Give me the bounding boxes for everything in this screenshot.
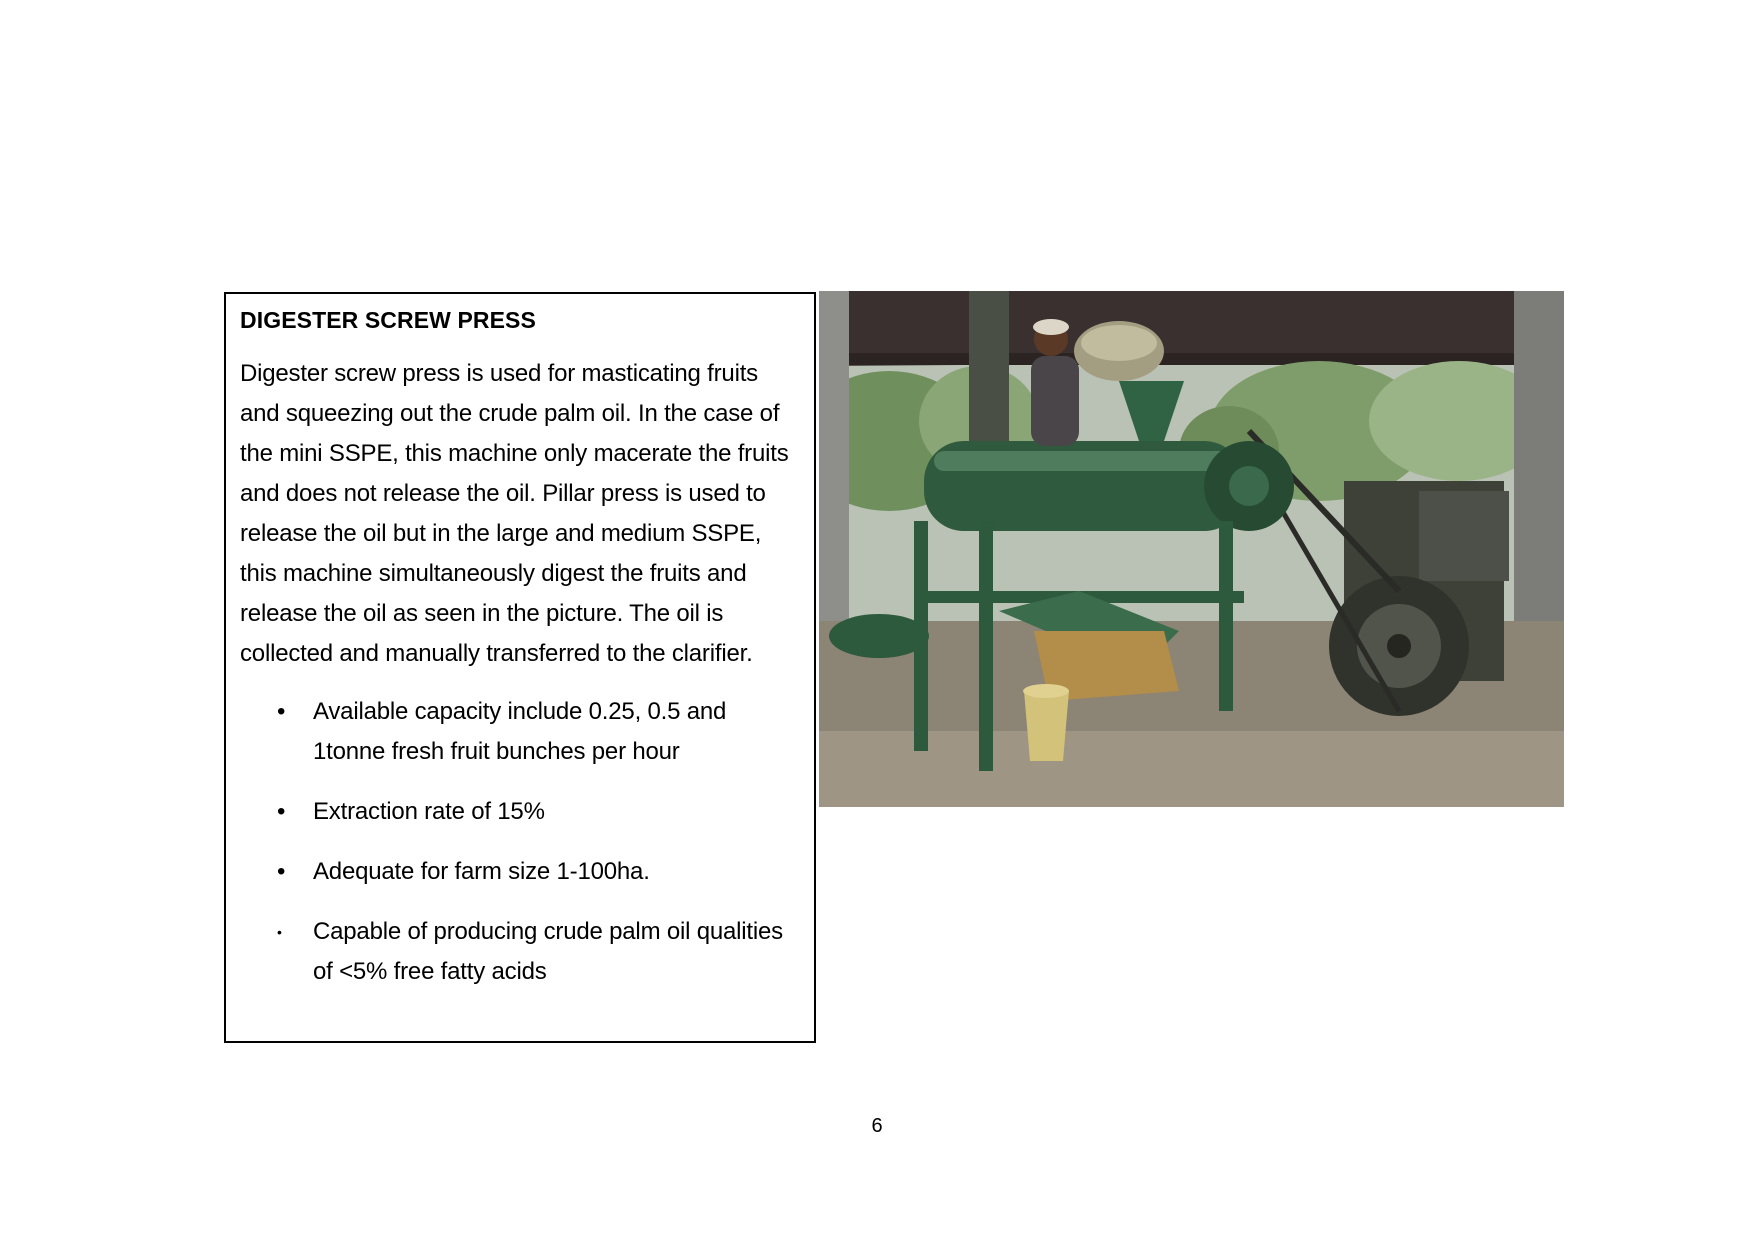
bullet-text: Extraction rate of 15%	[313, 798, 545, 825]
digester-screw-press-textbox	[224, 292, 816, 1043]
page-number: 6	[871, 1115, 883, 1137]
bullet-item-capacity	[240, 692, 800, 772]
section-paragraph: Digester screw press is used for masticating fruits and squeezing out the crude palm oil. In the case of the mini SSPE, this machine only macerate the fruits and does not release the oil. Pillar press is used to release the oil but in the large and medium SSPE, this machine simultaneously digest the fruits and release the oil as seen in the picture. The oil is collected and manually transferred to the clarifier.	[240, 360, 789, 667]
screw-press-photo	[819, 291, 1564, 807]
bullet-text: Capable of producing crude palm oil qualities of <5% free fatty acids	[313, 918, 783, 985]
screw-press-illustration	[819, 291, 1564, 807]
bullet-list	[240, 692, 800, 992]
section-heading: DIGESTER SCREW PRESS	[240, 307, 536, 333]
bullet-symbol: •	[277, 858, 286, 885]
bullet-symbol: •	[277, 698, 286, 725]
bullet-symbol: •	[277, 924, 282, 940]
bullet-text: Adequate for farm size 1-100ha.	[313, 858, 650, 885]
bullet-text: Available capacity include 0.25, 0.5 and 1tonne fresh fruit bunches per hour	[313, 698, 727, 765]
bullet-item-oil-quality	[240, 912, 800, 992]
bullet-item-extraction-rate	[240, 792, 800, 832]
bullet-symbol: •	[277, 798, 286, 825]
bullet-item-farm-size	[240, 852, 800, 892]
